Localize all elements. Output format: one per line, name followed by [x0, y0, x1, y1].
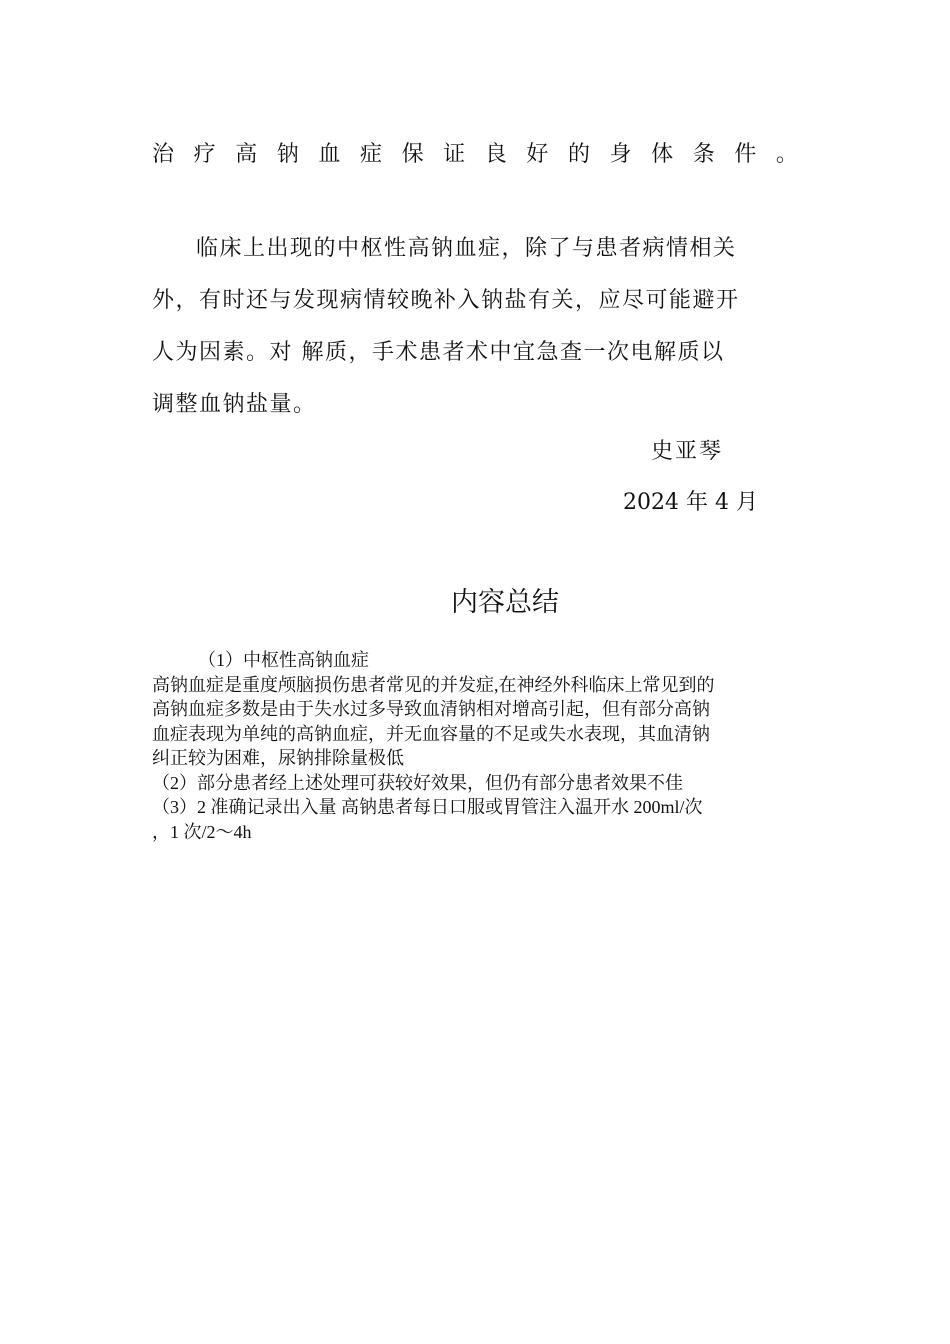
paragraph-line: 外，有时还与发现病情较晚补入钠盐有关，应尽可能避开 — [152, 288, 740, 313]
spaced-character: 件 — [734, 142, 757, 167]
summary-text-line: 高钠血症是重度颅脑损伤患者常见的并发症,在神经外科临床上常见到的 — [152, 674, 715, 695]
spaced-character: 条 — [692, 142, 715, 167]
summary-title: 内容总结 — [451, 587, 559, 618]
spaced-character: 体 — [651, 142, 674, 167]
paragraph-line: 临床上出现的中枢性高钠血症，除了与患者病情相关 — [196, 236, 737, 261]
summary-text-line: 血症表现为单纯的高钠血症，并无血容量的不足或失水表现，其血清钠 — [152, 723, 710, 744]
spaced-character: 良 — [484, 142, 507, 167]
spaced-character: 证 — [443, 142, 466, 167]
summary-text-line: 纠正较为困难，尿钠排除量极低 — [152, 748, 404, 768]
spaced-character: 疗 — [193, 142, 216, 167]
summary-item: （3）2 准确记录出入量 高钠患者每日口服或胃管注入温开水 200ml/次 — [152, 797, 703, 817]
signature-date: 2024 年 4 月 — [623, 490, 758, 515]
spaced-character: 症 — [359, 142, 382, 167]
spaced-character: 的 — [567, 142, 590, 167]
summary-text-line: 高钠血症多数是由于失水过多导致血清钠相对增高引起，但有部分高钠 — [152, 699, 710, 719]
signature-name: 史亚琴 — [651, 439, 724, 464]
paragraph-line: 调整血钠盐量。 — [152, 392, 317, 417]
spaced-character: 钠 — [276, 142, 299, 167]
summary-item: （2）部分患者经上述处理可获较好效果，但仍有部分患者效果不佳 — [152, 772, 683, 793]
spaced-character: 高 — [235, 142, 258, 167]
spaced-character: 保 — [401, 142, 424, 167]
summary-item-heading: （1）中枢性高钠血症 — [198, 650, 369, 670]
paragraph-line: 人为因素。对 解质，手术患者术中宜急查一次电解质以 — [152, 340, 725, 365]
spaced-character: 血 — [318, 142, 341, 167]
spaced-character: 治 — [152, 142, 175, 167]
summary-section — [152, 648, 802, 844]
body-paragraph — [152, 223, 798, 431]
spaced-character: 。 — [775, 142, 798, 167]
summary-text-line: ，1 次/2～4h — [152, 821, 252, 842]
spaced-character: 好 — [526, 142, 549, 167]
spaced-text-line — [152, 137, 798, 168]
spaced-character: 身 — [609, 142, 632, 167]
